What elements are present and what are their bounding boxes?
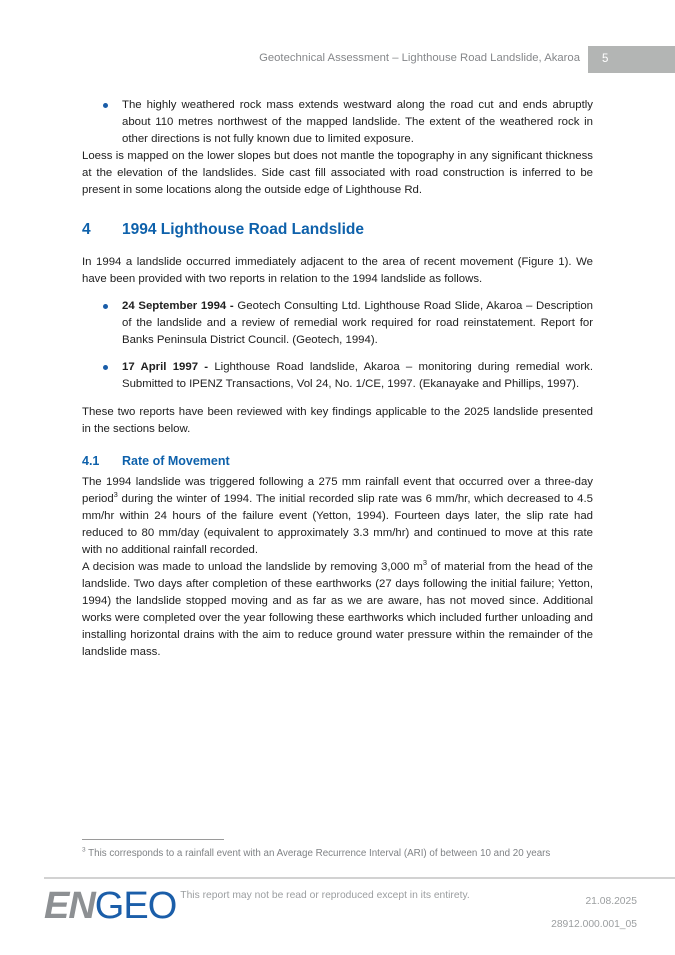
logo-text-en: EN <box>44 885 95 927</box>
section-title: 1994 Lighthouse Road Landslide <box>122 221 365 238</box>
footnote-reference: 3 <box>113 490 118 500</box>
bullet-icon <box>103 365 108 370</box>
list-item-weathered-rock <box>82 97 593 148</box>
footer-date: 21.08.2025 <box>585 896 637 907</box>
paragraph-1994-intro: In 1994 a landslide occurred immediately adjacent to the area of recent movement (Figure 1). We have been provided with two reports in relation to the 1994 landslide as follows. <box>82 256 593 285</box>
footer-doc-number: 28912.000.001_05 <box>551 919 637 930</box>
list-item-report-1997 <box>82 359 593 393</box>
section-heading-4-1 <box>82 453 593 470</box>
footnote-separator <box>82 839 224 840</box>
header-title: Geotechnical Assessment – Lighthouse Road Landslide, Akaroa <box>259 52 580 64</box>
list-item-text: 17 April 1997 - Lighthouse Road landslide, Akaroa – monitoring during remedial work. Submitted to IPENZ Transactions, Vol 24, No. 1/CE, 1997. (Ekanayake and Phillips, 1997). <box>122 361 593 390</box>
footnote: $^3$ This corresponds to a rainfall event with an Average Recurrence Interval (ARI) of between 10 and 20 years <box>82 846 551 859</box>
footnote-marker: 3 <box>82 846 86 854</box>
bullet-icon <box>103 103 108 108</box>
logo-text-geo: GEO <box>94 885 177 927</box>
footer-disclaimer: This report may not be read or reproduced except in its entirety. <box>180 890 470 901</box>
section-heading-4 <box>82 220 593 240</box>
document-body <box>82 97 593 661</box>
section-title: Rate of Movement <box>122 454 230 468</box>
paragraph-rate-1: The 1994 landslide was triggered following a 275 mm rainfall event that occurred over a three-day period$^3$ during the winter of 1994. The initial recorded slip rate was 6 mm/hr, which decreased to 4.5 mm/hr within 24 hours of the failure event (Yetton, 1994). Fourteen days later, the slip rate had reduced to 80 mm/day (equivalent to approximately 3.3 mm/hr) and continued to move at this rate with no additional rainfall recorded. <box>82 476 593 556</box>
page-number-badge: 5 <box>588 46 675 73</box>
section-number: 4 <box>82 221 91 238</box>
report-date: 24 September 1994 - <box>122 300 234 312</box>
list-item-report-1994 <box>82 298 593 349</box>
list-item-text: The highly weathered rock mass extends westward along the road cut and ends abruptly about 110 metres northwest of the mapped landslide. The extent of the weathered rock in other directions is not fully known due to limited exposure. <box>122 99 593 145</box>
footer-meta <box>551 890 637 936</box>
section-number: 4.1 <box>82 454 100 468</box>
report-date: 17 April 1997 - <box>122 361 209 373</box>
footer-divider <box>44 877 675 879</box>
paragraph-loess: Loess is mapped on the lower slopes but does not mantle the topography in any significant thickness at the elevation of the landslides. Side cast fill associated with road construction is inferred to be present in some locations along the outside edge of Lighthouse Rd. <box>82 150 593 196</box>
superscript-cubed: 3 <box>422 558 427 568</box>
paragraph-rate-2: A decision was made to unload the landslide by removing 3,000 $m^3$ of material from the head of the landslide. Two days after completion of these earthworks (27 days following the initial failure; Yetton, 1994) the landslide stopped moving and as far as we are aware, has not moved since. Additional works were completed over the year following these earthworks which included further unloading and installing horizontal drains with the aim to reduce ground water pressure within the remainder of the landslide mass. <box>82 558 593 658</box>
list-item-text: 24 September 1994 - Geotech Consulting Ltd. Lighthouse Road Slide, Akaroa – Description of the landslide and a review of remedial work required for road reinstatement. Report for Banks Peninsula District Council. (Geotech, 1994). <box>122 300 593 346</box>
bullet-icon <box>103 304 108 309</box>
paragraph-reports-reviewed: These two reports have been reviewed with key findings applicable to the 2025 landslide presented in the sections below. <box>82 406 593 435</box>
